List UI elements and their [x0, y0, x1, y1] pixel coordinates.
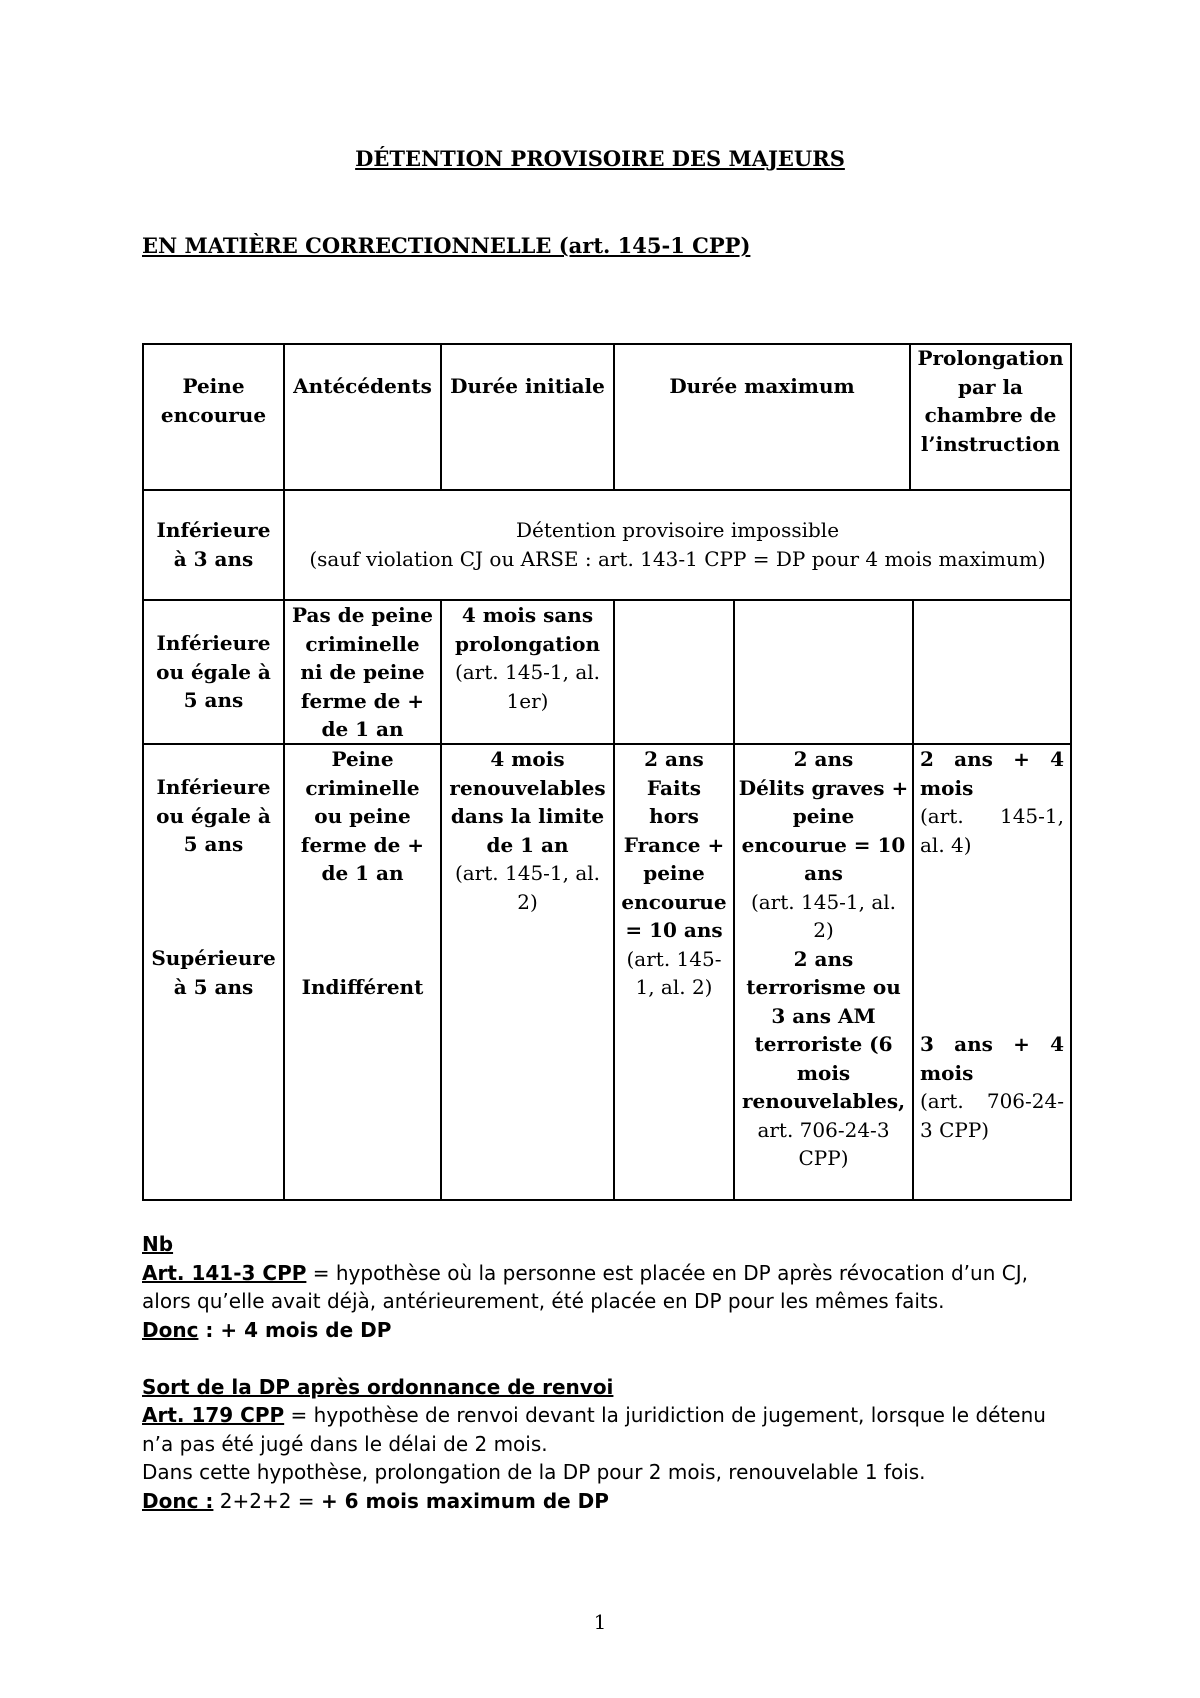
row3-max1-line: Faits: [646, 775, 702, 800]
row1-merged-note: [285, 516, 1070, 573]
row1-peine-line: Inférieure: [156, 518, 271, 542]
row2-peine: [144, 629, 283, 715]
row2-peine-line: ou égale à: [156, 659, 271, 684]
art-141-3-text: = hypothèse où la personne est placée en DP après révocation d’un CJ,: [306, 1260, 1028, 1285]
row3-antecedents-b: Indifférent: [301, 975, 424, 999]
donc-2-calc: 2+2+2 =: [213, 1488, 321, 1513]
row3-antecedents-line: Peine: [331, 747, 394, 771]
row3-max2-line: renouvelables,: [741, 1089, 906, 1113]
row3-max2-ref: (art. 145-1, al.: [750, 889, 897, 914]
row3-prolong-line: mois: [920, 1060, 974, 1085]
art-179-text-3: Dans cette hypothèse, prolongation de la DP pour 2 mois, renouvelable 1 fois.: [142, 1460, 926, 1484]
row3-antecedents-line: criminelle: [305, 775, 420, 800]
row3-duree-line: 4 mois: [490, 747, 565, 771]
donc-2-label: Donc :: [142, 1488, 214, 1513]
row3-duree-line: de 1 an: [486, 832, 569, 857]
header-antecedents: Antécédents: [293, 374, 432, 398]
row3-prolong-ref: al. 4): [920, 832, 972, 857]
row2-duree-ref: 1er): [506, 688, 549, 713]
art-141-3-text-2: alors qu’elle avait déjà, antérieurement, été placée en DP pour les mêmes faits.: [142, 1289, 945, 1313]
row3-peine-line: ou égale à: [156, 803, 271, 828]
row3-duree-initiale: [442, 745, 613, 916]
row3-max2-line: Délits graves +: [738, 775, 909, 800]
row3-max1-line: encourue: [621, 889, 727, 914]
row2-duree-initiale: [442, 601, 613, 715]
row3-max2-line: terroriste (6: [754, 1032, 893, 1056]
row2-antecedents: [285, 601, 440, 744]
art-141-3-label: Art. 141-3 CPP: [142, 1260, 307, 1285]
row3-antecedents-line: ou peine: [314, 804, 411, 828]
table-col-rule: [613, 343, 615, 489]
header-prolongation-line: Prolongation: [917, 346, 1064, 370]
table-border-right: [1070, 343, 1072, 1201]
row1-merged-line: Détention provisoire impossible: [515, 518, 840, 542]
row3-max2-ref: art. 706-24-3: [757, 1117, 890, 1142]
table-border-left: [142, 343, 144, 1201]
sort-dp-title: Sort de la DP après ordonnance de renvoi: [142, 1374, 614, 1399]
header-duree-maximum: Durée maximum: [669, 374, 855, 398]
row3-duree-line: renouvelables: [449, 775, 606, 800]
row3-peine-a: [144, 773, 283, 859]
row2-antecedents-line: de 1 an: [321, 717, 404, 741]
table-rule-1: [142, 489, 1072, 491]
row2-duree-ref: (art. 145-1, al.: [454, 660, 601, 684]
row3-max-hors-france: [615, 745, 733, 1002]
row1-peine-line: à 3 ans: [173, 546, 254, 571]
row3-duree-ref: 2): [517, 889, 538, 914]
row3-duree-ref: (art. 145-1, al.: [454, 861, 601, 885]
row3-max1-line: peine: [643, 861, 705, 885]
row3-max-delits-graves: [735, 745, 912, 1173]
art-179-text: = hypothèse de renvoi devant la juridiction de jugement, lorsque le détenu: [284, 1403, 1046, 1427]
row3-prolong-ref: 3 CPP): [920, 1117, 990, 1142]
row3-peine-line: 5 ans: [183, 832, 244, 856]
art-179-text-2: n’a pas été jugé dans le délai de 2 mois.: [142, 1431, 548, 1456]
section-title: EN MATIÈRE CORRECTIONNELLE (art. 145-1 CPP): [142, 233, 751, 258]
row2-duree-line: prolongation: [455, 631, 600, 656]
nb-label: Nb: [142, 1232, 174, 1256]
row3-max2-line: encourue = 10: [741, 832, 906, 857]
page-title: DÉTENTION PROVISOIRE DES MAJEURS: [355, 146, 845, 171]
row2-antecedents-line: criminelle: [305, 631, 420, 656]
row3-max2-line: ans: [804, 861, 843, 885]
row3-max1-ref: (art. 145-: [626, 946, 722, 971]
row3-max2-ref: CPP): [798, 1146, 849, 1170]
spacer: [142, 1344, 1072, 1373]
row3-peine-line: Supérieure: [151, 946, 276, 970]
art-179-label: Art. 179 CPP: [142, 1403, 285, 1427]
row3-prolong-ref: (art. 145-1,: [920, 804, 1064, 828]
row3-max1-line: France +: [623, 832, 725, 857]
row2-peine-line: Inférieure: [156, 631, 271, 655]
table-col-rule: [440, 343, 442, 489]
header-prolongation-line: par la: [958, 374, 1023, 399]
row3-duree-line: dans la limite: [450, 804, 605, 828]
row3-prolong-ref: (art. 706-24-: [920, 1089, 1064, 1113]
row3-antecedents-a: [285, 745, 440, 888]
row3-antecedents-line: ferme de +: [300, 832, 425, 857]
row3-peine-line: à 5 ans: [173, 974, 254, 999]
row3-max2-line: peine: [792, 804, 855, 828]
row1-merged-line: (sauf violation CJ ou ARSE : art. 143-1 CPP = DP pour 4 mois maximum): [309, 546, 1046, 571]
art-179-paragraph: [142, 1401, 1072, 1430]
row3-max2-line: 3 ans AM: [771, 1003, 876, 1028]
row3-max1-ref: 1, al. 2): [635, 975, 713, 999]
page-number: 1: [593, 1610, 607, 1634]
row3-max2-line: terrorisme ou: [746, 975, 901, 999]
row2-antecedents-line: Pas de peine: [292, 603, 433, 627]
row3-prolong-line: 2 ans + 4: [920, 747, 1064, 771]
row3-peine-line: Inférieure: [156, 775, 271, 799]
row3-prolongation-b: [914, 1030, 1070, 1144]
header-prolongation: [911, 344, 1070, 458]
donc-1-label: Donc: [142, 1317, 199, 1342]
header-duree-initiale: Durée initiale: [450, 374, 605, 398]
row2-peine-line: 5 ans: [183, 688, 244, 712]
row3-max2-line: 2 ans: [793, 946, 854, 971]
row1-peine: [144, 516, 283, 573]
row3-prolongation-a: [914, 745, 1070, 859]
row2-antecedents-line: ni de peine: [300, 660, 425, 684]
detention-table: [142, 343, 1072, 1201]
donc-2: [142, 1487, 1072, 1516]
art-141-3-paragraph: [142, 1259, 1072, 1288]
donc-1-text: : + 4 mois de DP: [198, 1317, 392, 1342]
row3-max1-line: hors: [649, 804, 699, 828]
header-peine-line: Peine: [182, 374, 245, 398]
notes-section: [142, 1230, 1072, 1515]
row2-antecedents-line: ferme de +: [300, 688, 425, 713]
header-peine: [144, 372, 283, 429]
header-peine-line: encourue: [160, 402, 267, 427]
header-prolongation-line: chambre de: [924, 403, 1057, 427]
donc-2-result: + 6 mois maximum de DP: [320, 1488, 609, 1513]
table-border-bottom: [142, 1199, 1072, 1201]
row2-duree-line: 4 mois sans: [461, 603, 594, 627]
header-prolongation-line: l’instruction: [920, 431, 1061, 456]
row3-max2-ref: 2): [813, 918, 834, 942]
donc-1: [142, 1316, 1072, 1345]
row3-max2-line: 2 ans: [793, 747, 854, 771]
row3-max1-line: = 10 ans: [625, 918, 723, 942]
row3-max1-line: 2 ans: [644, 747, 704, 771]
row3-prolong-line: 3 ans + 4: [920, 1032, 1064, 1056]
row3-peine-b: [144, 944, 283, 1001]
row3-prolong-line: mois: [920, 775, 974, 800]
row3-antecedents-line: de 1 an: [321, 861, 404, 885]
row3-max2-line: mois: [796, 1060, 851, 1085]
